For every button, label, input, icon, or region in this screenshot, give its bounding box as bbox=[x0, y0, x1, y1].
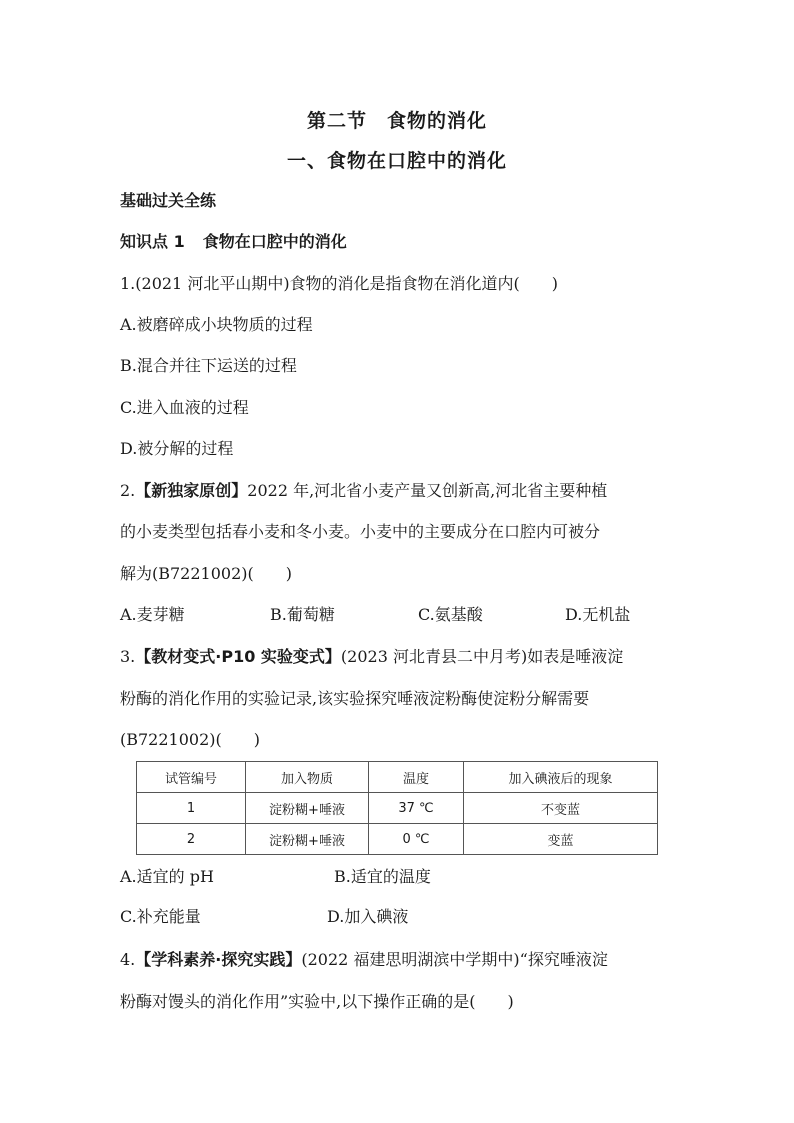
q1-option-c: C.进入血液的过程 bbox=[120, 398, 249, 417]
practice-heading: 基础过关全练 bbox=[120, 191, 217, 210]
q2-stem-line-3: 解为(B7221002)( ) bbox=[120, 564, 292, 583]
q1-option-a: A.被磨碎成小块物质的过程 bbox=[120, 315, 313, 334]
q2-stem-text-1: 2022 年,河北省小麦产量又创新高,河北省主要种植 bbox=[247, 481, 608, 500]
q2-option-c: C.氨基酸 bbox=[418, 605, 483, 624]
q2-stem-line-2: 的小麦类型包括春小麦和冬小麦。小麦中的主要成分在口腔内可被分 bbox=[120, 522, 601, 541]
table-cell: 不变蓝 bbox=[464, 793, 658, 824]
q3-option-c: C.补充能量 bbox=[120, 907, 201, 926]
q3-stem-line-2: 粉酶的消化作用的实验记录,该实验探究唾液淀粉酶使淀粉分解需要 bbox=[120, 689, 590, 708]
q4-stem-line-2: 粉酶对馒头的消化作用”实验中,以下操作正确的是( ) bbox=[120, 992, 514, 1011]
table-header-cell: 加入物质 bbox=[246, 762, 369, 793]
table-row bbox=[137, 824, 658, 855]
table-header-row bbox=[137, 762, 658, 793]
section-name: 食物的消化 bbox=[387, 110, 488, 132]
q3-option-b: B.适宜的温度 bbox=[334, 867, 431, 886]
q2-option-a: A.麦芽糖 bbox=[120, 605, 185, 624]
q1-option-d: D.被分解的过程 bbox=[120, 439, 234, 458]
q4-number: 4. bbox=[120, 950, 136, 969]
table-cell: 淀粉糊+唾液 bbox=[246, 824, 369, 855]
q2-stem-line-1 bbox=[120, 480, 680, 502]
q2-option-b: B.葡萄糖 bbox=[270, 605, 335, 624]
table-cell: 0 ℃ bbox=[369, 824, 464, 855]
table-cell: 37 ℃ bbox=[369, 793, 464, 824]
table-cell: 1 bbox=[137, 793, 246, 824]
table-header-cell: 温度 bbox=[369, 762, 464, 793]
q4-stem-line-1 bbox=[120, 949, 680, 971]
q3-stem-text-1: (2023 河北青县二中月考)如表是唾液淀 bbox=[340, 647, 624, 666]
q1-option-b: B.混合并往下运送的过程 bbox=[120, 356, 297, 375]
table-row bbox=[137, 793, 658, 824]
section-title bbox=[0, 106, 794, 133]
table-header-cell: 加入碘液后的现象 bbox=[464, 762, 658, 793]
q1-stem: 1.(2021 河北平山期中)食物的消化是指食物在消化道内( ) bbox=[120, 274, 559, 293]
q3-option-a: A.适宜的 pH bbox=[120, 867, 214, 886]
table-cell: 淀粉糊+唾液 bbox=[246, 793, 369, 824]
q4-stem-text-1: (2022 福建思明湖滨中学期中)“探究唾液淀 bbox=[301, 950, 608, 969]
subsection-title: 一、食物在口腔中的消化 bbox=[286, 150, 507, 172]
knowledge-point-label: 知识点 1 bbox=[120, 232, 185, 251]
q2-number: 2. bbox=[120, 481, 136, 500]
q3-stem-line-3: (B7221002)( ) bbox=[120, 730, 260, 749]
knowledge-point-heading bbox=[120, 231, 680, 253]
q4-tag: 【学科素养·探究实践】 bbox=[135, 950, 302, 969]
q2-option-d: D.无机盐 bbox=[565, 605, 631, 624]
table-cell: 2 bbox=[137, 824, 246, 855]
q2-tag: 【新独家原创】 bbox=[135, 481, 248, 500]
table-header-cell: 试管编号 bbox=[137, 762, 246, 793]
experiment-table bbox=[136, 761, 658, 855]
q3-stem-line-1 bbox=[120, 646, 680, 668]
q3-option-d: D.加入碘液 bbox=[327, 907, 409, 926]
knowledge-point-title: 食物在口腔中的消化 bbox=[202, 232, 347, 251]
q3-number: 3. bbox=[120, 647, 136, 666]
section-number: 第二节 bbox=[306, 110, 367, 132]
q3-tag: 【教材变式·P10 实验变式】 bbox=[135, 647, 341, 666]
table-cell: 变蓝 bbox=[464, 824, 658, 855]
